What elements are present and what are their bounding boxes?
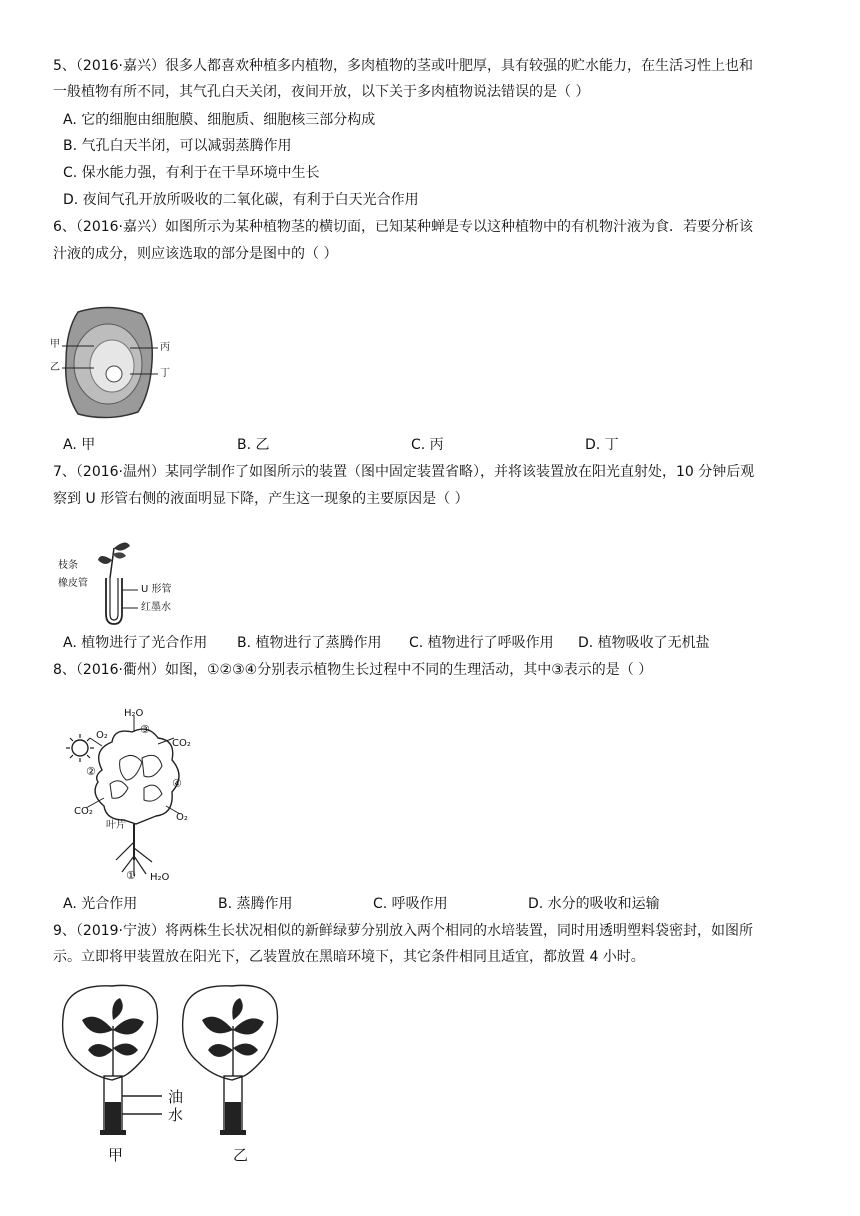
label-o2-right: O₂ [176,812,188,823]
figure-label-bing: 丙 [160,342,170,353]
q5-option-c[interactable]: C. 保水能力强，有利于在干旱环境中生长 [63,165,320,181]
q7-option-c[interactable]: C. 植物进行了呼吸作用 [409,635,554,651]
q5-option-a[interactable]: A. 它的细胞由细胞膜、细胞质、细胞核三部分构成 [63,112,376,128]
label-oil: 油 [168,1088,184,1106]
label-co2-left: CO₂ [74,806,93,817]
label-branch: 枝条 [58,560,78,571]
q9-stem-line1: 9、（2019·宁波）将两株生长状况相似的新鲜绿萝分别放入两个相同的水培装置，同时用透明塑料袋密封，如图所 [53,923,753,939]
label-red-ink: 红墨水 [141,602,171,613]
figure-label-jia: 甲 [50,339,60,350]
figure-label-yi: 乙 [50,362,60,373]
q6-option-a[interactable]: A. 甲 [63,437,96,453]
label-o2-left: O₂ [96,730,108,741]
q5-stem-line1: 5、（2016·嘉兴）很多人都喜欢种植多内植物，多肉植物的茎或叶肥厚，具有较强的贮水能力，在生活习性上也和 [53,58,753,74]
q5-option-b[interactable]: B. 气孔白天半闭，可以减弱蒸腾作用 [63,138,292,154]
q8-stem-line1: 8、（2016·衢州）如图，①②③④分别表示植物生长过程中不同的生理活动，其中③表示的是（ ） [53,662,653,678]
q7-option-a[interactable]: A. 植物进行了光合作用 [63,635,208,651]
figure-label-ding: 丁 [160,368,170,379]
u-tube-apparatus-figure [96,538,166,628]
q8-option-b[interactable]: B. 蒸腾作用 [218,896,293,912]
q5-stem-line2: 一般植物有所不同，其气孔白天关闭，夜间开放，以下关于多肉植物说法错误的是（ ） [53,84,590,100]
q6-option-b[interactable]: B. 乙 [237,437,270,453]
label-yi-setup: 乙 [233,1146,249,1164]
q6-option-d[interactable]: D. 丁 [585,437,619,453]
stem-cross-section-figure [50,302,180,422]
plant-processes-figure [62,710,202,890]
q8-option-c[interactable]: C. 呼吸作用 [373,896,448,912]
label-circle-1: ① [126,869,136,882]
label-rubber-tube: 橡皮管 [58,578,88,589]
label-circle-3: ③ [140,723,150,736]
q5-option-d[interactable]: D. 夜间气孔开放所吸收的二氧化碳，有利于白天光合作用 [63,192,419,208]
label-u-tube: U 形管 [141,584,172,595]
label-water: 水 [168,1106,184,1124]
q7-stem-line1: 7、（2016·温州）某同学制作了如图所示的装置（图中固定装置省略），并将该装置放在阳光直射处，10 分钟后观 [53,464,755,480]
label-h2o-bottom: H₂O [150,872,170,883]
label-leaf: 叶片 [106,820,126,831]
label-h2o-top: H₂O [124,708,144,719]
q9-stem-line2: 示。立即将甲装置放在阳光下，乙装置放在黑暗环境下，其它条件相同且适宜，都放置 4 小时。 [53,949,645,965]
q6-stem-line1: 6、（2016·嘉兴）如图所示为某种植物茎的横切面，已知某种蝉是专以这种植物中的有机物汁液为食．若要分析该 [53,219,753,235]
q6-option-c[interactable]: C. 丙 [411,437,444,453]
label-jia-setup: 甲 [108,1146,124,1164]
q8-option-d[interactable]: D. 水分的吸收和运输 [528,896,660,912]
q6-stem-line2: 汁液的成分，则应该选取的部分是图中的（ ） [53,246,338,262]
q7-stem-line2: 察到 U 形管右侧的液面明显下降，产生这一现象的主要原因是（ ） [53,491,469,507]
q7-option-b[interactable]: B. 植物进行了蒸腾作用 [237,635,382,651]
label-co2-right: CO₂ [172,738,191,749]
q8-option-a[interactable]: A. 光合作用 [63,896,138,912]
q7-option-d[interactable]: D. 植物吸收了无机盐 [578,635,710,651]
label-circle-2: ② [86,765,96,778]
label-circle-4: ④ [172,777,182,790]
